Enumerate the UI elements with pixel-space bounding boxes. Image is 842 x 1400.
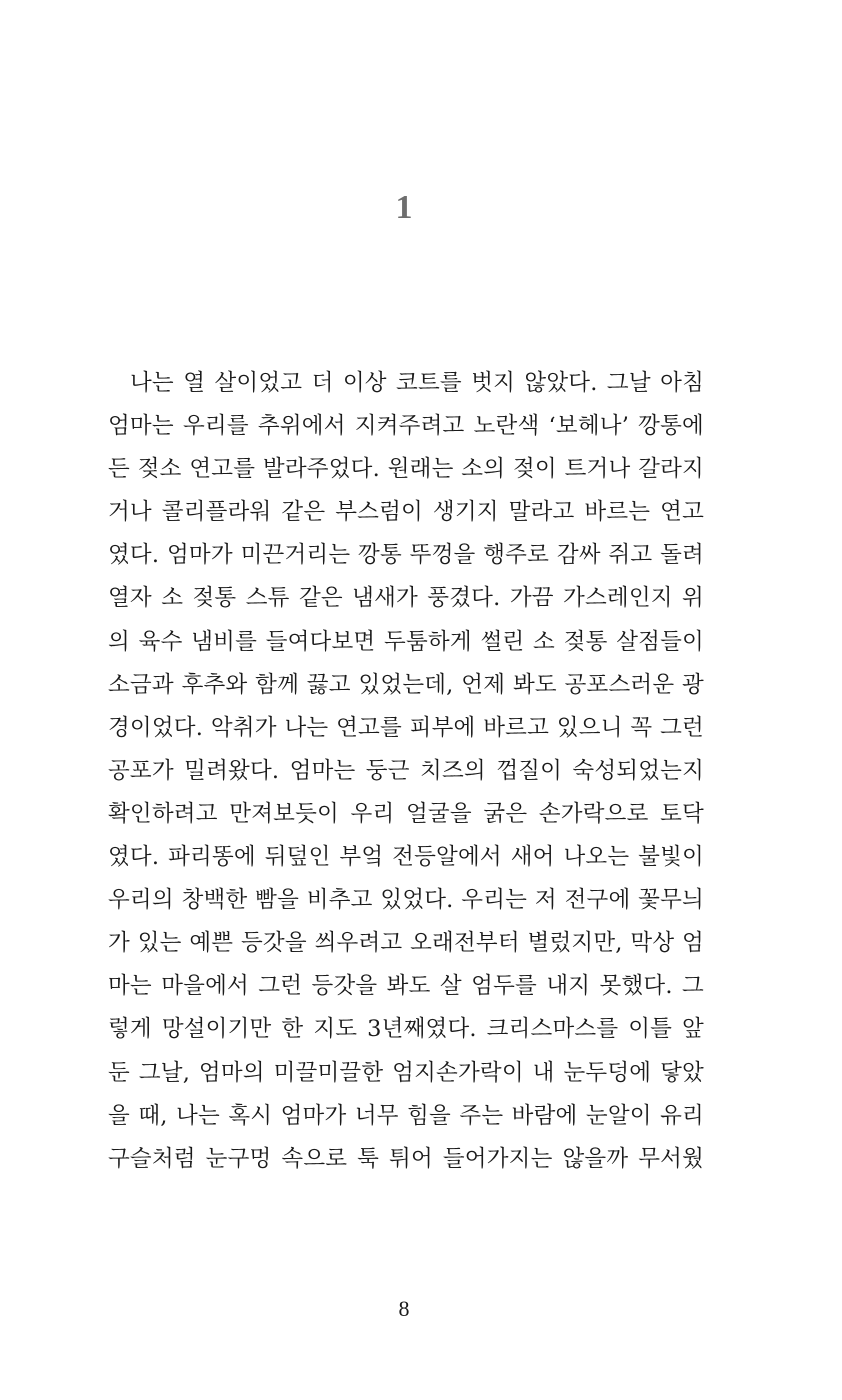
text-line: 소금과 후추와 함께 끓고 있었는데, 언제 봐도 공포스러운 광 bbox=[108, 671, 704, 698]
text-line: 을 때, 나는 혹시 엄마가 너무 힘을 주는 바람에 눈알이 유리 bbox=[108, 1102, 704, 1129]
text-line: 였다. 엄마가 미끈거리는 깡통 뚜껑을 행주로 감싸 쥐고 돌려 bbox=[108, 542, 704, 569]
text-line: 의 육수 냄비를 들여다보면 두툼하게 썰린 소 젖통 살점들이 bbox=[108, 628, 704, 655]
text-line: 마는 마을에서 그런 등갓을 봐도 살 엄두를 내지 못했다. 그 bbox=[108, 973, 704, 1000]
text-line: 경이었다. 악취가 나는 연고를 피부에 바르고 있으니 꼭 그런 bbox=[108, 714, 704, 741]
text-line: 든 젖소 연고를 발라주었다. 원래는 소의 젖이 트거나 갈라지 bbox=[108, 456, 704, 483]
body-paragraph bbox=[108, 362, 704, 1181]
text-line: 렇게 망설이기만 한 지도 3년째였다. 크리스마스를 이틀 앞 bbox=[108, 1016, 704, 1043]
text-line: 우리의 창백한 빰을 비추고 있었다. 우리는 저 전구에 꽃무늬 bbox=[108, 887, 704, 914]
text-line: 둔 그날, 엄마의 미끌미끌한 엄지손가락이 내 눈두덩에 닿았 bbox=[108, 1059, 704, 1086]
text-line: 공포가 밀려왔다. 엄마는 둥근 치즈의 껍질이 숙성되었는지 bbox=[108, 757, 704, 784]
text-line: 엄마는 우리를 추위에서 지켜주려고 노란색 ‘보헤나’ 깡통에 bbox=[108, 413, 704, 440]
chapter-number: 1 bbox=[395, 189, 413, 226]
text-line: 였다. 파리똥에 뒤덮인 부엌 전등알에서 새어 나오는 불빛이 bbox=[108, 844, 704, 871]
text-line: 구슬처럼 눈구멍 속으로 툭 튀어 들어가지는 않을까 무서웠 bbox=[108, 1145, 704, 1172]
text-line: 가 있는 예쁜 등갓을 씌우려고 오래전부터 별렀지만, 막상 엄 bbox=[108, 930, 704, 957]
text-line: 열자 소 젖통 스튜 같은 냄새가 풍겼다. 가끔 가스레인지 위 bbox=[108, 585, 704, 612]
text-line: 확인하려고 만져보듯이 우리 얼굴을 굵은 손가락으로 토닥 bbox=[108, 800, 704, 827]
page-number: 8 bbox=[398, 1296, 410, 1321]
text-line: 거나 콜리플라워 같은 부스럼이 생기지 말라고 바르는 연고 bbox=[108, 499, 704, 526]
text-line: 나는 열 살이었고 더 이상 코트를 벗지 않았다. 그날 아침 bbox=[130, 370, 704, 396]
